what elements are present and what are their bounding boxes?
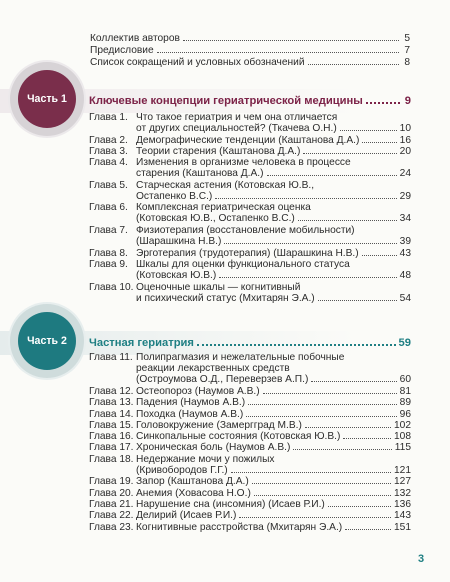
chapter-title-line <box>136 191 411 202</box>
dot-leader <box>328 506 391 507</box>
chapter-page: 43 <box>399 247 411 259</box>
part-page: 59 <box>398 337 411 349</box>
dot-leader <box>215 198 396 199</box>
chapter-title-line <box>136 135 411 146</box>
chapter-title-text: Остапенко В.С.) <box>136 190 213 202</box>
chapter-page: 39 <box>399 236 411 247</box>
chapter-page: 108 <box>394 431 411 443</box>
chapter-number: Глава 23. <box>89 521 134 533</box>
chapter-title-text: (Остроумова О.Д., Переверзев А.П.) <box>136 374 309 385</box>
toc-chapter-entry[interactable] <box>136 146 411 157</box>
dot-leader <box>308 64 399 65</box>
dot-leader <box>340 130 397 131</box>
dot-leader <box>224 243 396 244</box>
dot-leader <box>311 381 396 382</box>
chapter-title-line <box>136 352 411 363</box>
dot-leader <box>305 427 391 428</box>
chapter-page: 151 <box>394 521 411 533</box>
chapter-number: Глава 14. <box>89 408 134 420</box>
chapter-number: Глава 11. <box>89 352 133 363</box>
chapter-title-text: Физиотерапия (восстановление мобильности) <box>136 225 355 236</box>
chapter-page: 143 <box>394 510 411 522</box>
toc-entry-title: Предисловие <box>90 45 154 56</box>
dot-leader <box>246 416 396 417</box>
dot-leader <box>366 102 400 104</box>
chapter-title-text: Эрготерапия (трудотерапия) (Шарашкина Н.В.) <box>136 247 359 259</box>
chapter-title-text: Комплексная гериатрическая оценка <box>136 202 311 214</box>
chapter-title-line <box>136 386 411 397</box>
chapter-page: 24 <box>399 168 411 180</box>
chapter-number: Глава 2. <box>89 134 128 146</box>
dot-leader <box>343 438 391 439</box>
toc-entry-abbreviations[interactable] <box>90 57 410 68</box>
toc-chapter-entry[interactable] <box>136 248 411 259</box>
dot-leader <box>298 220 397 221</box>
chapter-page: 20 <box>399 145 411 157</box>
chapter-title-text: Походка (Наумов А.В.) <box>136 408 244 420</box>
chapter-number: Глава 5. <box>89 179 128 191</box>
toc-chapter-entry[interactable] <box>136 510 411 521</box>
chapter-title-line <box>136 225 411 236</box>
chapter-number: Глава 15. <box>89 419 134 431</box>
chapter-title-text: (Котовская Ю.В., Остапенко В.С.) <box>136 213 295 225</box>
chapter-page: 132 <box>394 487 411 499</box>
chapter-title-text: (Котовская Ю.В.) <box>136 269 217 281</box>
chapter-title-text: Анемия (Ховасова Н.О.) <box>136 487 251 499</box>
toc-chapter-entry[interactable] <box>136 476 411 487</box>
chapter-title-text: Старческая астения (Котовская Ю.В., <box>136 179 315 191</box>
toc-entry-title: Список сокращений и условных обозначений <box>90 57 305 68</box>
chapter-title-line <box>136 168 411 179</box>
chapter-title-line <box>136 397 411 408</box>
toc-chapter-entry[interactable] <box>136 180 411 202</box>
chapter-title-line <box>136 476 411 487</box>
chapter-title-text: реакции лекарственных средств <box>136 363 290 374</box>
toc-chapter-entry[interactable] <box>136 431 411 442</box>
chapter-title-line <box>136 431 411 442</box>
chapter-title-text: Запор (Каштанова Д.А.) <box>136 476 249 488</box>
chapter-page: 54 <box>399 292 411 304</box>
chapter-title-line <box>136 420 411 431</box>
chapter-number: Глава 21. <box>89 498 134 510</box>
chapter-title-line <box>136 282 411 293</box>
chapter-title-text: Теории старения (Каштанова Д.А.) <box>136 145 301 157</box>
toc-entry-title: Коллектив авторов <box>90 33 180 44</box>
dot-leader <box>362 255 397 256</box>
toc-chapter-entry[interactable] <box>136 225 411 247</box>
chapter-title-line <box>136 180 411 191</box>
toc-chapter-entry[interactable] <box>136 420 411 431</box>
chapter-page: 34 <box>399 213 411 225</box>
dot-leader <box>263 393 397 394</box>
toc-chapter-entry[interactable] <box>136 488 411 499</box>
chapter-title-text: от других специальностей? (Ткачева О.Н.) <box>136 123 337 134</box>
dot-leader <box>252 483 391 484</box>
chapter-number: Глава 20. <box>89 487 134 499</box>
chapter-title-line <box>136 488 411 499</box>
chapter-title-line <box>136 123 411 134</box>
chapter-title-text: Изменения в организме человека в процессе <box>136 157 351 169</box>
chapter-title-line <box>136 293 411 304</box>
chapter-page: 102 <box>394 419 411 431</box>
chapter-number: Глава 3. <box>89 145 128 157</box>
chapter-number: Глава 4. <box>89 157 128 169</box>
dot-leader <box>197 344 396 346</box>
dot-leader <box>254 495 391 496</box>
chapter-number: Глава 9. <box>89 258 128 270</box>
toc-entry-page: 7 <box>404 45 410 56</box>
chapter-number: Глава 22. <box>89 510 134 522</box>
part-title: Ключевые концепции гериатрической медицины <box>89 95 363 107</box>
toc-chapter-entry[interactable] <box>136 386 411 397</box>
chapter-title-line <box>136 374 411 385</box>
chapter-page: 81 <box>399 385 411 397</box>
dot-leader <box>362 142 396 143</box>
chapter-number: Глава 7. <box>89 225 128 236</box>
dot-leader <box>303 153 396 154</box>
chapter-page: 121 <box>394 464 411 476</box>
chapter-title-text: Синкопальные состояния (Котовская Ю.В.) <box>136 431 341 443</box>
chapter-title-line <box>136 157 411 168</box>
chapter-title-line <box>136 248 411 259</box>
chapter-title-line <box>136 112 411 123</box>
chapter-title-text: Когнитивные расстройства (Мхитарян Э.А.) <box>136 521 343 533</box>
chapter-title-text: Демографические тенденции (Каштанова Д.А.) <box>136 134 360 146</box>
chapter-title-text: Нарушение сна (инсомния) (Исаев Р.И.) <box>136 498 325 510</box>
dot-leader <box>267 175 397 176</box>
part-page: 9 <box>404 95 411 107</box>
chapter-page: 10 <box>399 123 411 134</box>
chapter-page: 96 <box>399 408 411 420</box>
chapter-number: Глава 18. <box>89 453 134 465</box>
dot-leader <box>318 300 397 301</box>
chapter-title-line <box>136 454 411 465</box>
part-2-heading[interactable] <box>89 337 411 349</box>
chapter-title-line <box>136 259 411 270</box>
chapter-page: 89 <box>399 397 411 409</box>
chapter-title-line <box>136 146 411 157</box>
toc-chapter-entry[interactable] <box>136 522 411 533</box>
toc-entry-preface[interactable] <box>90 45 410 56</box>
chapter-title-line <box>136 499 411 510</box>
chapter-title-text: и психический статус (Мхитарян Э.А.) <box>136 292 315 304</box>
toc-entry-page: 5 <box>404 33 410 44</box>
toc-chapter-entry[interactable] <box>136 397 411 408</box>
chapter-title-text: Недержание мочи у пожилых <box>136 453 275 465</box>
chapter-title-text: Головокружение (Замергград М.В.) <box>136 419 302 431</box>
dot-leader <box>183 40 399 41</box>
dot-leader <box>219 277 396 278</box>
chapter-page: 136 <box>394 498 411 510</box>
toc-chapter-entry[interactable] <box>136 157 411 179</box>
chapter-page: 48 <box>399 269 411 281</box>
toc-entry-authors[interactable] <box>90 33 410 44</box>
dot-leader <box>231 472 391 473</box>
toc-entry-page: 8 <box>404 57 410 68</box>
chapter-title-text: старения (Каштанова Д.А.) <box>136 168 264 180</box>
chapter-title-text: Полипрагмазия и нежелательные побочные <box>136 352 345 363</box>
chapter-title-line <box>136 522 411 533</box>
chapter-title-line <box>136 213 411 224</box>
dot-leader <box>293 449 391 450</box>
chapter-title-text: Хроническая боль (Наумов А.В.) <box>136 442 291 454</box>
chapter-title-line <box>136 510 411 521</box>
chapter-page: 29 <box>399 190 411 202</box>
part-title: Частная гериатрия <box>89 337 194 349</box>
dot-leader <box>248 404 397 405</box>
chapter-number: Глава 6. <box>89 202 128 214</box>
chapter-number: Глава 12. <box>89 385 134 397</box>
part-2-badge: Часть 2 <box>18 312 76 370</box>
dot-leader <box>157 52 399 53</box>
chapter-title-text: Делирий (Исаев Р.И.) <box>136 510 237 522</box>
part-1-badge: Часть 1 <box>18 70 76 128</box>
chapter-title-line <box>136 236 411 247</box>
chapter-title-line <box>136 465 411 476</box>
chapter-title-text: (Шарашкина Н.В.) <box>136 236 222 247</box>
toc-chapter-entry[interactable] <box>136 499 411 510</box>
chapter-number: Глава 19. <box>89 476 134 488</box>
toc-chapter-entry[interactable] <box>136 442 411 453</box>
chapter-page: 60 <box>399 374 411 385</box>
toc-chapter-entry[interactable] <box>136 352 411 385</box>
chapter-title-line <box>136 270 411 281</box>
chapter-title-text: Падения (Наумов А.В.) <box>136 397 246 409</box>
page-number: 3 <box>418 553 425 565</box>
toc-chapter-entry[interactable] <box>136 112 411 134</box>
chapter-number: Глава 13. <box>89 397 134 409</box>
chapter-number: Глава 17. <box>89 442 134 454</box>
chapter-title-line <box>136 409 411 420</box>
chapter-title-line <box>136 363 411 374</box>
chapter-page: 16 <box>399 134 411 146</box>
chapter-page: 115 <box>394 442 411 454</box>
part-1-heading[interactable] <box>89 95 411 107</box>
toc-chapter-entry[interactable] <box>136 135 411 146</box>
dot-leader <box>239 517 391 518</box>
chapter-title-line <box>136 442 411 453</box>
chapter-number: Глава 1. <box>89 112 128 123</box>
dot-leader <box>345 529 391 530</box>
chapter-title-text: Что такое гериатрия и чем она отличается <box>136 112 338 123</box>
chapter-page: 127 <box>394 476 411 488</box>
toc-chapter-entry[interactable] <box>136 282 411 304</box>
chapter-title-text: Остеопороз (Наумов А.В.) <box>136 385 260 397</box>
toc-chapter-entry[interactable] <box>136 409 411 420</box>
chapter-number: Глава 10. <box>89 281 134 293</box>
chapter-title-line <box>136 202 411 213</box>
toc-chapter-entry[interactable] <box>136 454 411 476</box>
toc-chapter-entry[interactable] <box>136 202 411 224</box>
chapter-number: Глава 16. <box>89 431 134 443</box>
chapter-title-text: (Кривобородов Г.Г.) <box>136 464 228 476</box>
toc-chapter-entry[interactable] <box>136 259 411 281</box>
chapter-title-text: Оценочные шкалы — когнитивный <box>136 281 301 293</box>
chapter-number: Глава 8. <box>89 247 128 259</box>
chapter-title-text: Шкалы для оценки функционального статуса <box>136 258 350 270</box>
